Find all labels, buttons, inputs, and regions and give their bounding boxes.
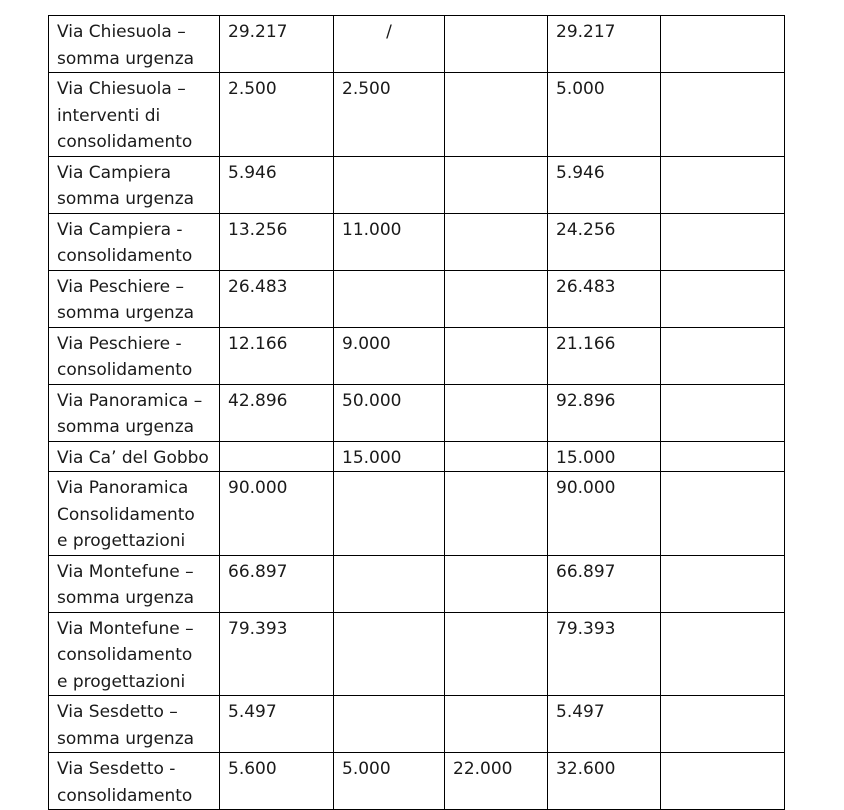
- row-label-cell: Via Panoramica Consolidamento e progettazioni: [49, 472, 220, 556]
- row-label-cell: Via Chiesuola – somma urgenza: [49, 16, 220, 73]
- table-row: [49, 16, 785, 73]
- value-cell-col-2: 15.000: [334, 441, 445, 472]
- value-cell-col-3: [445, 156, 548, 213]
- value-cell-col-4: 5.497: [548, 696, 661, 753]
- row-label-cell: Via Sesdetto - consolidamento: [49, 753, 220, 810]
- value-cell-col-1: [220, 441, 334, 472]
- value-cell-col-2: [334, 472, 445, 556]
- table-row: [49, 472, 785, 556]
- value-cell-col-2: /: [334, 16, 445, 73]
- table-row: [49, 327, 785, 384]
- value-cell-col-3: [445, 555, 548, 612]
- value-cell-col-2: 50.000: [334, 384, 445, 441]
- value-cell-col-3: [445, 612, 548, 696]
- value-cell-col-4: 21.166: [548, 327, 661, 384]
- value-cell-col-5: [661, 270, 785, 327]
- value-cell-col-4: 66.897: [548, 555, 661, 612]
- table-row: [49, 156, 785, 213]
- row-label-cell: Via Campiera - consolidamento: [49, 213, 220, 270]
- value-cell-col-4: 79.393: [548, 612, 661, 696]
- value-cell-col-4: 5.946: [548, 156, 661, 213]
- value-cell-col-5: [661, 213, 785, 270]
- value-cell-col-5: [661, 753, 785, 810]
- row-label-cell: Via Ca’ del Gobbo: [49, 441, 220, 472]
- value-cell-col-2: 2.500: [334, 73, 445, 157]
- value-cell-col-1: 42.896: [220, 384, 334, 441]
- value-cell-col-4: 32.600: [548, 753, 661, 810]
- value-cell-col-1: 13.256: [220, 213, 334, 270]
- value-cell-col-3: [445, 472, 548, 556]
- cost-table-body: [49, 16, 785, 810]
- value-cell-col-4: 92.896: [548, 384, 661, 441]
- value-cell-col-4: 24.256: [548, 213, 661, 270]
- value-cell-col-5: [661, 327, 785, 384]
- row-label-cell: Via Sesdetto – somma urgenza: [49, 696, 220, 753]
- value-cell-col-2: 11.000: [334, 213, 445, 270]
- value-cell-col-3: [445, 270, 548, 327]
- table-row: [49, 441, 785, 472]
- value-cell-col-3: [445, 16, 548, 73]
- table-row: [49, 213, 785, 270]
- value-cell-col-1: 66.897: [220, 555, 334, 612]
- value-cell-col-1: 79.393: [220, 612, 334, 696]
- table-row: [49, 612, 785, 696]
- value-cell-col-2: [334, 270, 445, 327]
- row-label-cell: Via Montefune – consolidamento e progettazioni: [49, 612, 220, 696]
- row-label-cell: Via Panoramica – somma urgenza: [49, 384, 220, 441]
- value-cell-col-2: [334, 156, 445, 213]
- value-cell-col-2: [334, 696, 445, 753]
- value-cell-col-5: [661, 696, 785, 753]
- table-row: [49, 753, 785, 810]
- value-cell-col-1: 12.166: [220, 327, 334, 384]
- value-cell-col-3: [445, 213, 548, 270]
- cost-table: [48, 15, 785, 810]
- value-cell-col-5: [661, 441, 785, 472]
- table-row: [49, 555, 785, 612]
- value-cell-col-1: 5.600: [220, 753, 334, 810]
- value-cell-col-3: [445, 327, 548, 384]
- value-cell-col-1: 5.946: [220, 156, 334, 213]
- row-label-cell: Via Campiera somma urgenza: [49, 156, 220, 213]
- value-cell-col-2: [334, 612, 445, 696]
- value-cell-col-1: 5.497: [220, 696, 334, 753]
- value-cell-col-2: [334, 555, 445, 612]
- table-row: [49, 270, 785, 327]
- value-cell-col-4: 26.483: [548, 270, 661, 327]
- value-cell-col-3: [445, 384, 548, 441]
- value-cell-col-3: 22.000: [445, 753, 548, 810]
- value-cell-col-5: [661, 555, 785, 612]
- row-label-cell: Via Chiesuola – interventi di consolidamento: [49, 73, 220, 157]
- value-cell-col-5: [661, 73, 785, 157]
- row-label-cell: Via Peschiere – somma urgenza: [49, 270, 220, 327]
- value-cell-col-4: 15.000: [548, 441, 661, 472]
- row-label-cell: Via Montefune – somma urgenza: [49, 555, 220, 612]
- value-cell-col-3: [445, 73, 548, 157]
- table-row: [49, 73, 785, 157]
- table-row: [49, 384, 785, 441]
- value-cell-col-4: 5.000: [548, 73, 661, 157]
- value-cell-col-5: [661, 384, 785, 441]
- value-cell-col-2: 5.000: [334, 753, 445, 810]
- value-cell-col-1: 29.217: [220, 16, 334, 73]
- value-cell-col-3: [445, 696, 548, 753]
- value-cell-col-4: 29.217: [548, 16, 661, 73]
- value-cell-col-5: [661, 472, 785, 556]
- value-cell-col-5: [661, 16, 785, 73]
- row-label-cell: Via Peschiere - consolidamento: [49, 327, 220, 384]
- value-cell-col-5: [661, 612, 785, 696]
- value-cell-col-2: 9.000: [334, 327, 445, 384]
- table-row: [49, 696, 785, 753]
- value-cell-col-1: 26.483: [220, 270, 334, 327]
- value-cell-col-4: 90.000: [548, 472, 661, 556]
- value-cell-col-1: 2.500: [220, 73, 334, 157]
- value-cell-col-3: [445, 441, 548, 472]
- value-cell-col-5: [661, 156, 785, 213]
- value-cell-col-1: 90.000: [220, 472, 334, 556]
